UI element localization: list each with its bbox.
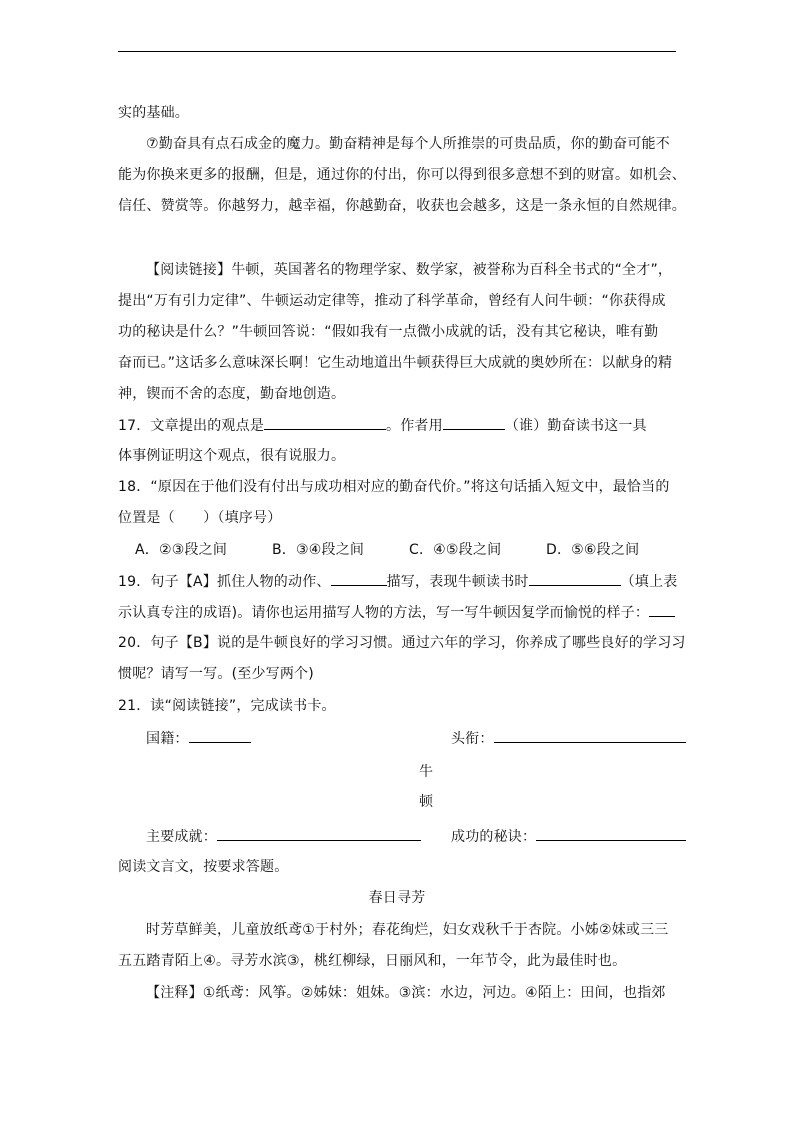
classical-heading: 春日寻芳 bbox=[368, 890, 426, 906]
card-name-char-1: 牛 bbox=[419, 764, 434, 780]
header-rule bbox=[118, 51, 676, 52]
classical-line: 时芳草鲜美，儿童放纸鸢①于村外；春花绚烂，妇女戏秋千于杏院。小姊②妹或三三 bbox=[146, 922, 669, 938]
card-title-label: 头衔： bbox=[451, 731, 494, 747]
question-17-line-2: 体事例证明这个观点，很有说服力。 bbox=[118, 448, 346, 464]
question-19-blank-idiom[interactable] bbox=[529, 572, 621, 586]
paragraph-7-line: 能为你换来更多的报酬，但是，通过你的付出，你可以得到很多意想不到的财富。如机会、 bbox=[118, 167, 686, 183]
classical-line: 五五踏青陌上④。寻芳水滨③，桃红柳绿，日丽风和，一年节令，此为最佳时也。 bbox=[118, 953, 627, 969]
classical-intro: 阅读文言文，按要求答题。 bbox=[118, 859, 289, 875]
question-19-line-2 bbox=[118, 603, 675, 622]
reading-link-line: 功的秘诀是什么？”牛顿回答说：“假如我有一点微小成就的话，没有其它秘诀，唯有勤 bbox=[118, 324, 659, 340]
question-19-blank-description[interactable] bbox=[331, 572, 387, 586]
reading-link-line: 【阅读链接】牛顿，英国著名的物理学家、数学家，被誉称为百科全书式的“全才”， bbox=[146, 262, 673, 278]
question-17-text: 。作者用 bbox=[386, 418, 443, 434]
question-18-option-b[interactable]: B．③④段之间 bbox=[272, 542, 365, 558]
question-18-line-2: 位置是（ ）（填序号） bbox=[118, 510, 282, 526]
card-nationality bbox=[146, 729, 251, 748]
classical-notes: 【注释】①纸鸢：风筝。②姊妹：姐妹。③滨：水边，河边。④陌上：田间，也指郊 bbox=[146, 985, 666, 1001]
card-title-blank[interactable] bbox=[494, 729, 686, 743]
question-20: 20．句子【B】说的是牛顿良好的学习习惯。通过六年的学习，你养成了哪些良好的学习习 bbox=[118, 635, 686, 651]
question-17-text: 17．文章提出的观点是 bbox=[118, 418, 265, 434]
question-18-option-a[interactable]: A．②③段之间 bbox=[135, 542, 228, 558]
card-achievement bbox=[146, 827, 421, 846]
question-17-text: （谁）勤奋读书这一具 bbox=[504, 418, 647, 434]
reading-link-line: 奋而已。”这话多么意味深长啊！它生动地道出牛顿获得巨大成就的奥妙所在：以献身的精 bbox=[118, 355, 673, 371]
card-secret-label: 成功的秘诀： bbox=[451, 829, 537, 845]
reading-link-line: 神，锲而不舍的态度，勤奋地创造。 bbox=[118, 386, 346, 402]
paragraph-7-line: 信任、赞赏等。你越努力，越幸福，你越勤奋，收获也会越多，这是一条永恒的自然规律。 bbox=[118, 198, 686, 214]
question-21: 21．读“阅读链接”，完成读书卡。 bbox=[118, 698, 336, 714]
question-18-option-d[interactable]: D．⑤⑥段之间 bbox=[546, 542, 640, 558]
question-18-option-c[interactable]: C．④⑤段之间 bbox=[409, 542, 502, 558]
question-17 bbox=[118, 416, 647, 435]
card-secret-blank[interactable] bbox=[536, 827, 686, 841]
card-name-char-2: 顿 bbox=[419, 794, 434, 810]
article-line: 实的基础。 bbox=[118, 105, 189, 121]
card-title bbox=[451, 729, 686, 748]
card-achievement-blank[interactable] bbox=[217, 827, 421, 841]
paragraph-7-line: ⑦勤奋具有点石成金的魔力。勤奋精神是每个人所推崇的可贵品质，你的勤奋可能不 bbox=[146, 136, 670, 152]
card-nationality-blank[interactable] bbox=[189, 729, 251, 743]
question-19-text: 示认真专注的成语)。请你也运用描写人物的方法，写一写牛顿因复学而愉悦的样子： bbox=[118, 605, 650, 621]
question-18: 18．“原因在于他们没有付出与成功相对应的勤奋代价。”将这句话插入短文中，最恰当的 bbox=[118, 479, 670, 495]
question-17-blank-viewpoint[interactable] bbox=[264, 416, 386, 430]
reading-link-line: 提出“万有引力定律”、牛顿运动定律等，推动了科学革命，曾经有人问牛顿：“你获得成 bbox=[118, 293, 666, 309]
question-19 bbox=[118, 572, 677, 591]
question-19-text: （填上表 bbox=[620, 574, 678, 590]
question-19-text: 描写，表现牛顿读书时 bbox=[386, 574, 529, 590]
question-19-blank-writing[interactable] bbox=[649, 603, 675, 617]
question-20-line-2: 惯呢？请写一写。(至少写两个) bbox=[118, 666, 314, 682]
card-nationality-label: 国籍： bbox=[146, 731, 189, 747]
question-17-blank-who[interactable] bbox=[443, 416, 505, 430]
question-19-text: 19．句子【A】抓住人物的动作、 bbox=[118, 574, 331, 590]
card-achievement-label: 主要成就： bbox=[146, 829, 217, 845]
card-secret bbox=[451, 827, 686, 846]
